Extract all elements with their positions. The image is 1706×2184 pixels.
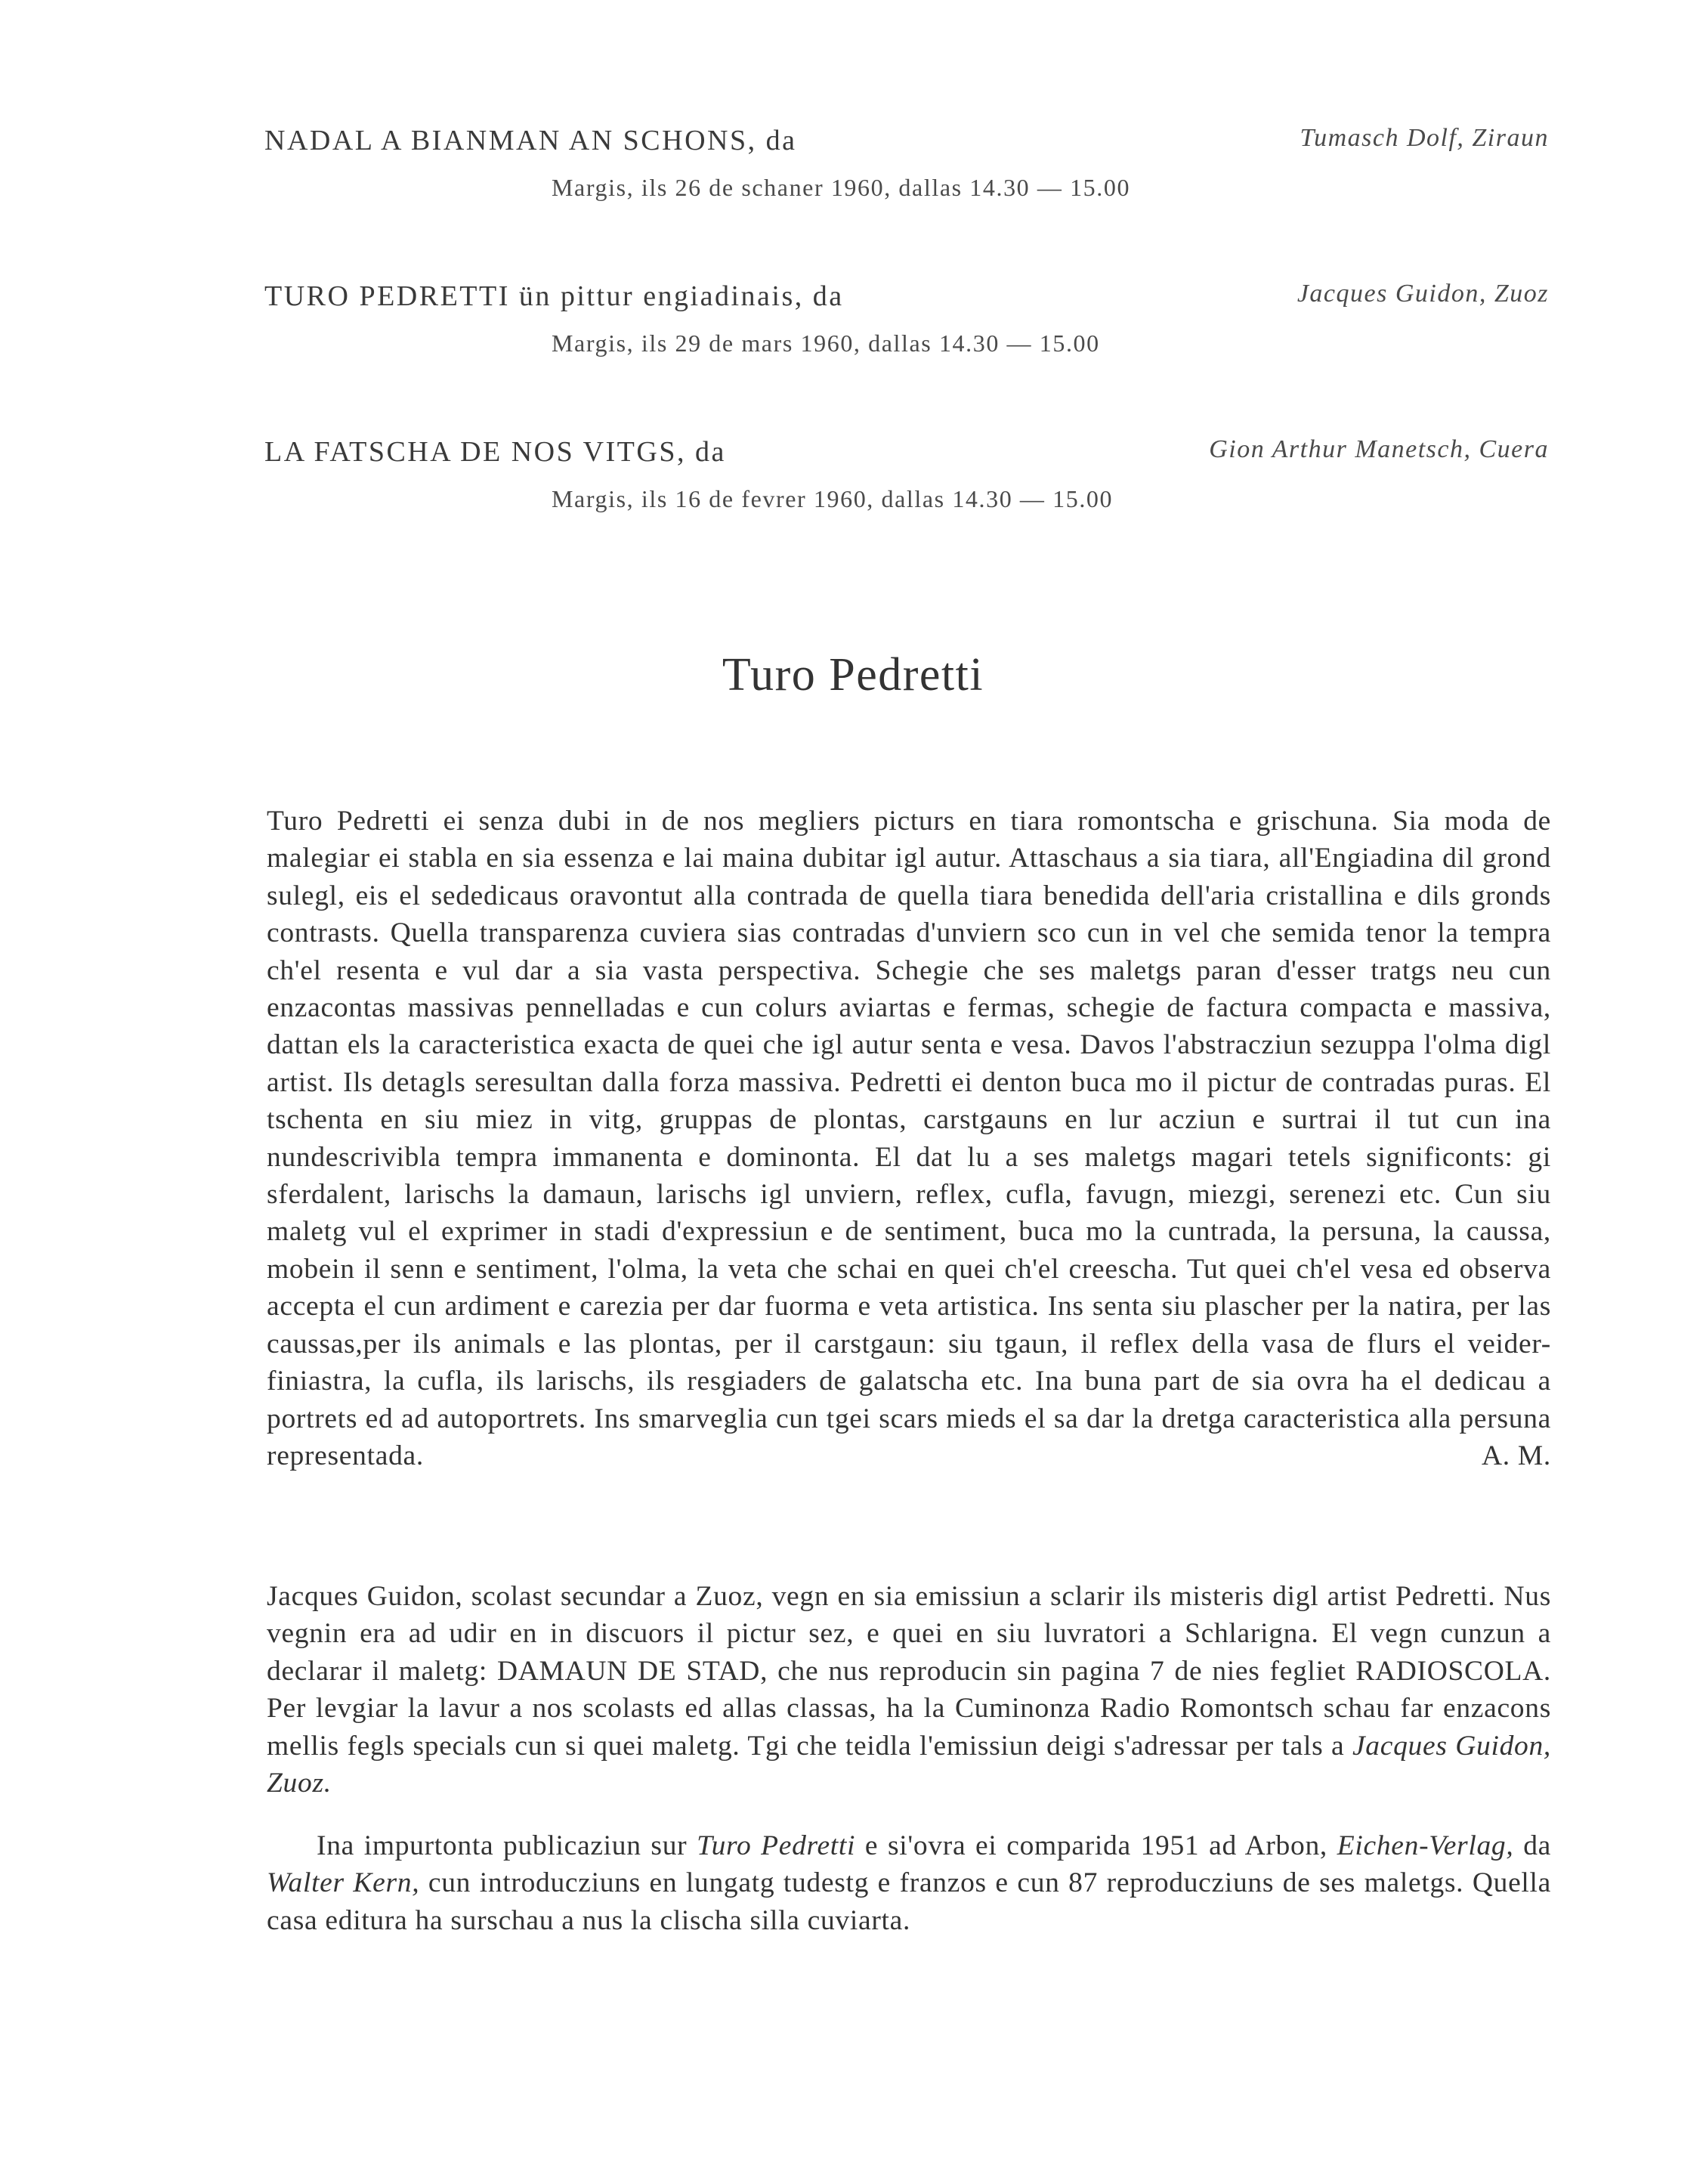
- article-title: Turo Pedretti: [722, 649, 984, 701]
- author-signature: A. M.: [1481, 1440, 1551, 1471]
- publisher-name: Eichen-Verlag,: [1337, 1830, 1514, 1861]
- contact-name: Jacques Guidon, Zuoz.: [267, 1730, 1551, 1799]
- entry-title: TURO PEDRETTI ün pittur engiadinais, da: [264, 280, 844, 312]
- artist-name: Turo Pedretti: [697, 1830, 856, 1861]
- entry-title: NADAL A BIANMAN AN SCHONS, da: [264, 125, 797, 156]
- paragraph-text: da: [1523, 1830, 1551, 1861]
- entry-author: Jacques Guidon, Zuoz: [1296, 280, 1549, 308]
- entry-date: Margis, ils 16 de fevrer 1960, dallas 14.30 — 15.00: [552, 485, 1114, 512]
- paragraph-text: e si'ovra ei comparida 1951 ad Arbon,: [864, 1830, 1327, 1861]
- paragraph-text: Ina impurtonta publicaziun sur: [317, 1830, 688, 1861]
- article-paragraph: [267, 1578, 1551, 1802]
- article-paragraph: [267, 1827, 1551, 1939]
- paragraph-text: cun introducziuns en lungatg tudestg e franzos e cun 87 reproducziuns de ses maletgs. Quella casa editura ha surschau a nus la clischa silla cuviarta.: [267, 1867, 1551, 1936]
- entry-date: Margis, ils 29 de mars 1960, dallas 14.30 — 15.00: [552, 329, 1100, 357]
- entry-title: LA FATSCHA DE NOS VITGS, da: [264, 436, 726, 468]
- author-name: Walter Kern,: [267, 1867, 420, 1899]
- entry-date: Margis, ils 26 de schaner 1960, dallas 14.30 — 15.00: [552, 174, 1131, 201]
- entry-author: Gion Arthur Manetsch, Cuera: [1209, 435, 1549, 463]
- paragraph-text: Turo Pedretti ei senza dubi in de nos megliers picturs en tiara romontscha e grischuna. Sia moda de malegiar ei stabla en sia essenza e lai maina dubitar igl autur. Attaschaus a sia tiara, all'Engiadina dil grond sulegl, eis el sededicaus oravontut alla contrada de quella tiara benedida dell'aria cristallina e dils gronds contrasts. Quella transparenza cuviera sias contradas d'unviern sco cun in vel che semida tenor la tempra ch'el resenta e vul dar a sia vasta perspectiva. Schegie che ses maletgs paran d'esser tratgs neu cun enzacontas massivas pennelladas e cun colurs aviartas e fermas, schegie de factura compacta e massiva, dattan els la caracteristica exacta de quei che igl autur senta e vesa. Davos l'abstracziun sezuppa l'olma digl artist. Ils detagls seresultan dalla forza massiva. Pedretti ei denton buca mo il pictur de contradas puras. El tschenta en siu miez in vitg, gruppas de plontas, carstgauns en lur acziun e surtrai il tut cun ina nundescrivibla tempra immanenta e dominonta. El dat lu a ses maletgs magari tetels significonts: gi sferdalent, larischs la damaun, larischs igl unviern, reflex, cufla, favugn, miezgi, serenezi etc. Cun siu maletg vul el exprimer in stadi d'expressiun e de sentiment, buca mo la cuntrada, la persuna, la caussa, mobein il senn e sentiment, l'olma, la veta che schai en quei ch'el creescha. Tut quei ch'el vesa ed observa accepta el cun ardiment e carezia per dar fuorma e veta artistica. Ins senta siu plascher per la natira, per las caussas,per ils animals e las plontas, per il carstgaun: siu tgaun, il reflex della vasa de flurs el veider-finiastra, la cufla, ils larischs, ils resgiaders de galatscha etc. Ina buna part de sia ovra ha el dedicau a portrets ed ad autoportrets. Ins smarveglia cun tgei scars mieds el sa dar la dretga caracteristica alla persuna representada.: [267, 806, 1551, 1471]
- entry-author: Tumasch Dolf, Ziraun: [1300, 124, 1549, 152]
- paragraph-text: Jacques Guidon, scolast secundar a Zuoz, vegn en sia emissiun a sclarir ils misteris digl artist Pedretti. Nus vegnin era ad udir en in discuors il pictur sez, e quei en siu luvratori a Schlarigna. El vegn cunzun a declarar il maletg: DAMAUN DE STAD, che nus reproducin sin pagina 7 de nies fegliet RADIOSCOLA. Per levgiar la lavur a nos scolasts ed allas classas, ha la Cuminonza Radio Romontsch schau far enzacons mellis fegls specials cun si quei maletg. Tgi che teidla l'emissiun deigi s'adressar per tals a: [267, 1581, 1551, 1762]
- article-paragraph: [267, 803, 1551, 1474]
